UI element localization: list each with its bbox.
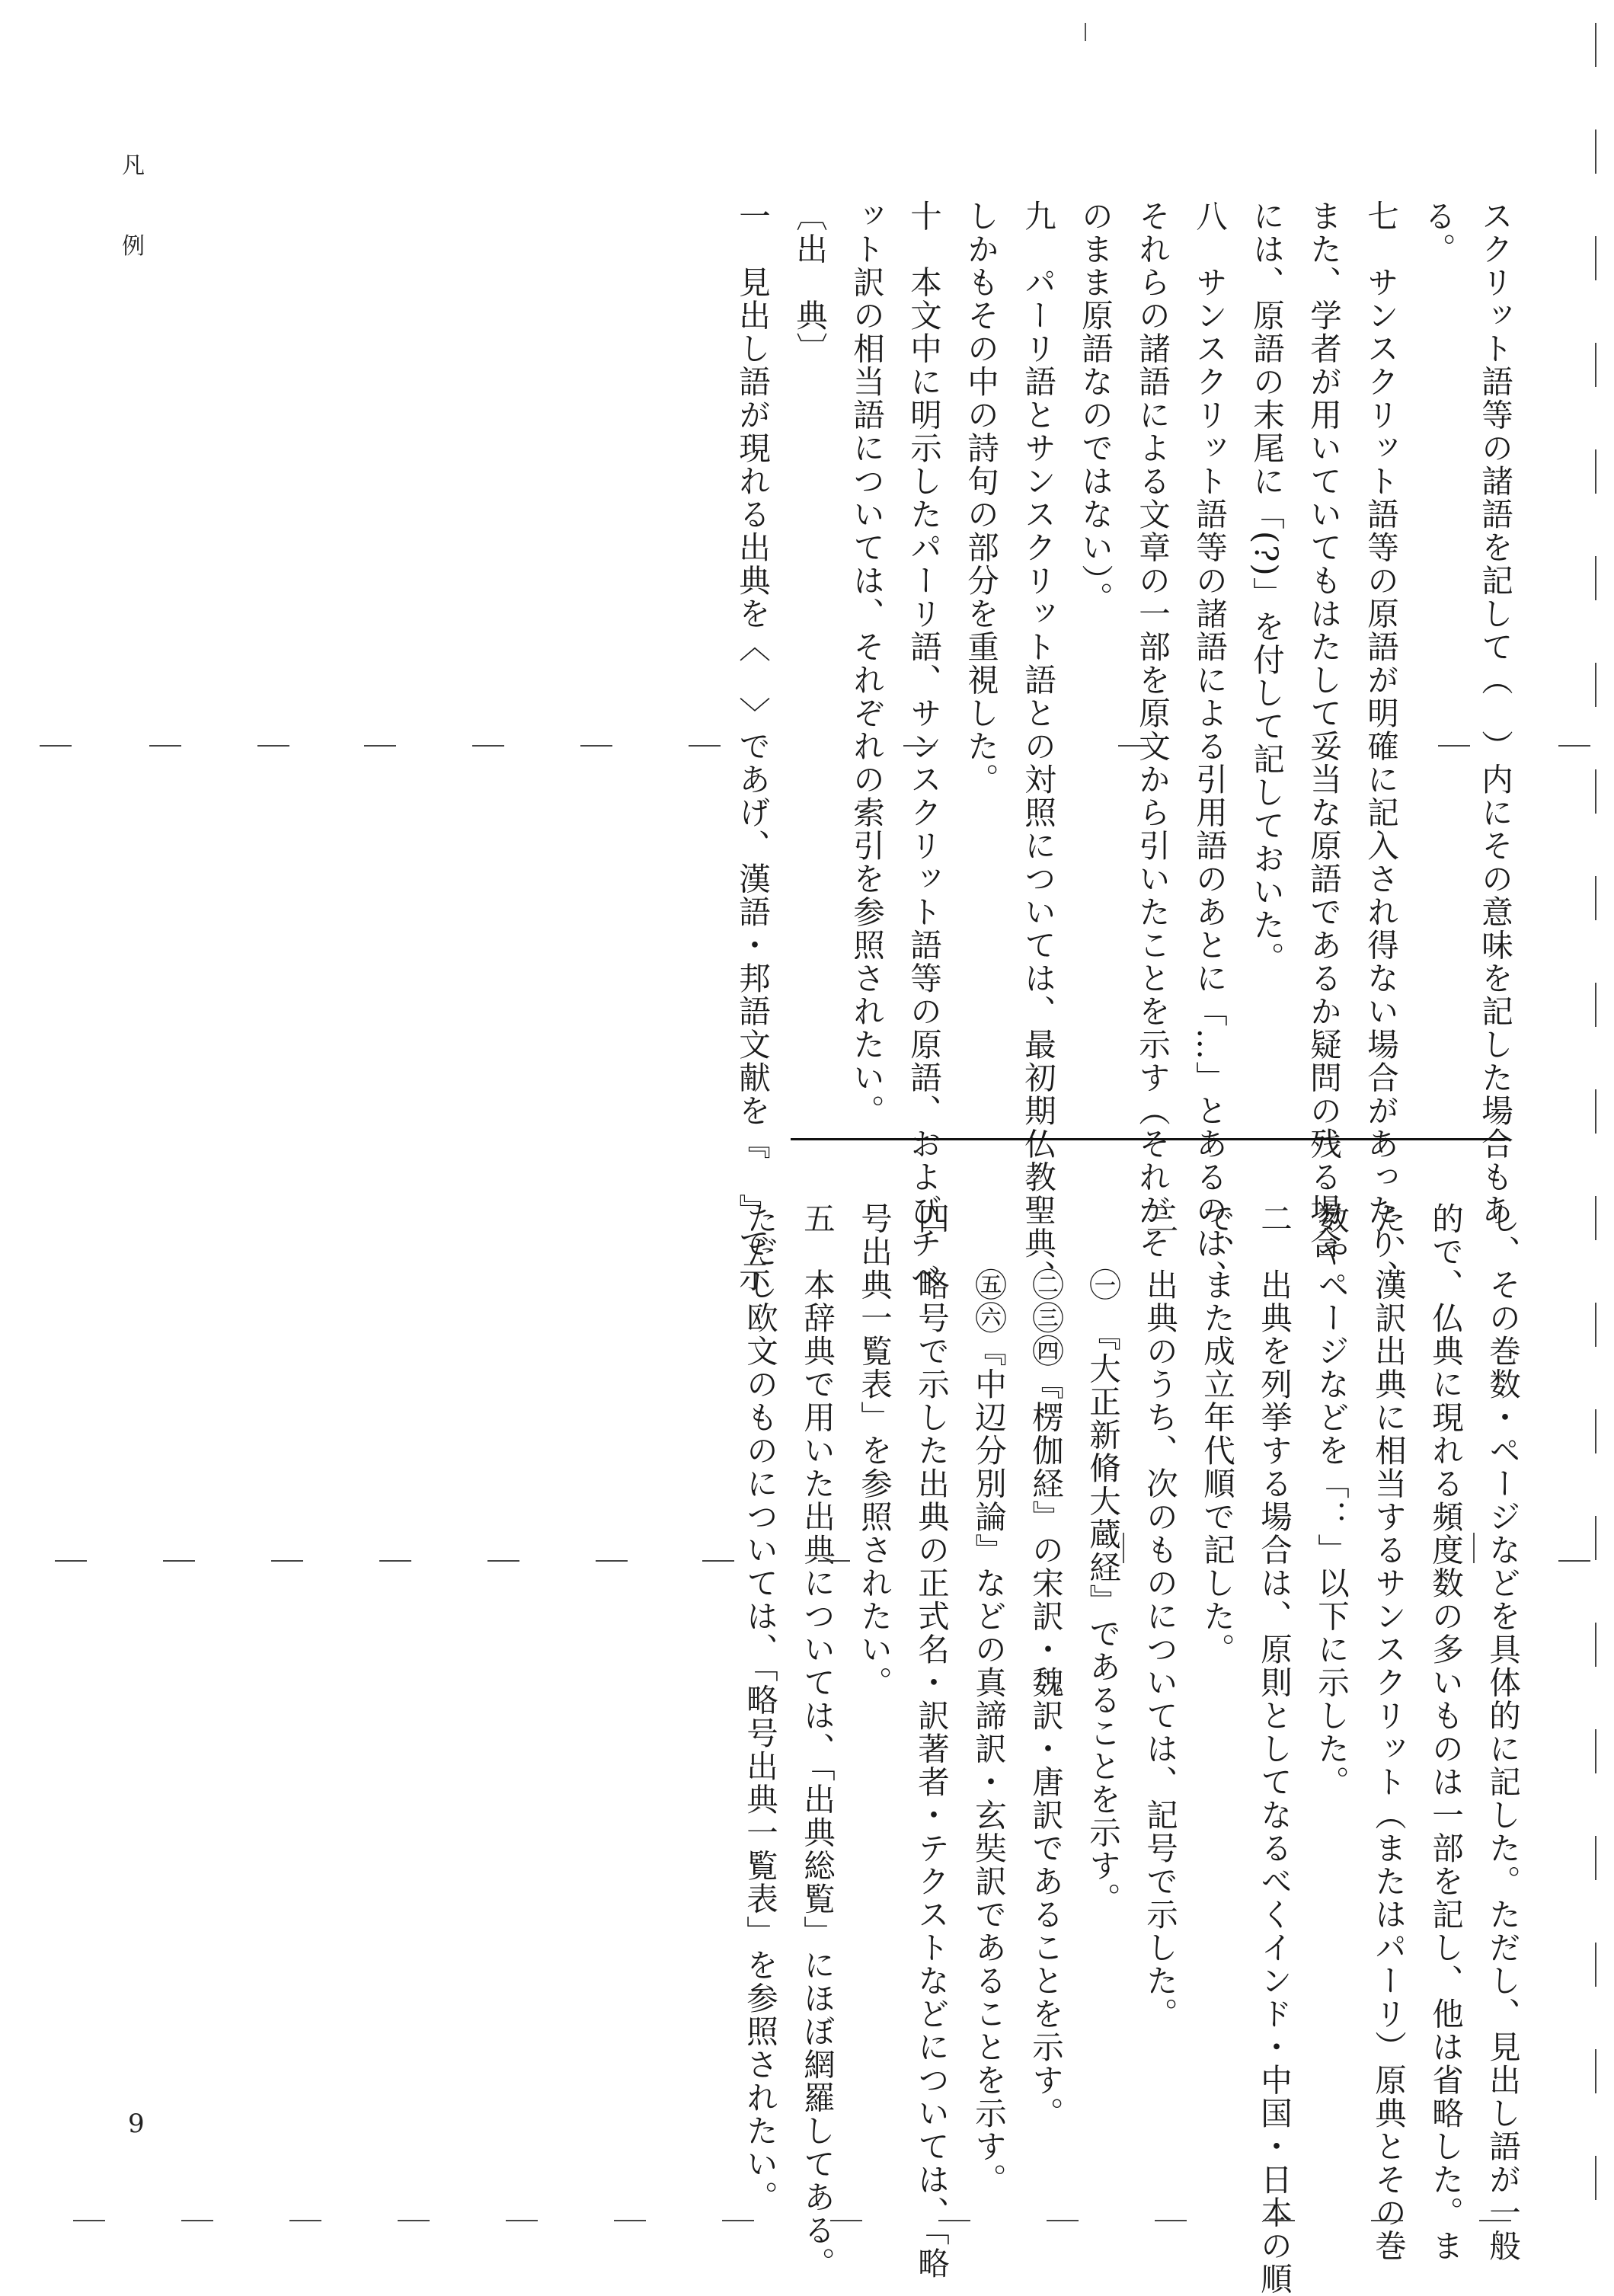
guide-dash: [1438, 745, 1470, 747]
page-number: 9: [128, 2109, 145, 2139]
guide-dash: [487, 1560, 519, 1562]
text-line: ㊄㊅『中辺分別論』などの真諦訳・玄奘訳であることを示す。: [970, 1202, 1007, 2196]
guide-dash: [702, 1560, 734, 1562]
header-top-char: 凡: [122, 152, 145, 179]
guide-dash: [149, 745, 181, 747]
guide-dash: [398, 2220, 430, 2221]
guide-dash: [55, 1560, 87, 1562]
edge-dash: [1595, 449, 1596, 494]
guide-dash: [1558, 1560, 1590, 1562]
text-line: しかもその中の詩句の部分を重視した。: [962, 200, 999, 796]
guide-dash: [181, 2220, 213, 2221]
guide-dash: [40, 745, 72, 747]
edge-dash: [1595, 1729, 1596, 1773]
edge-dash: [1595, 236, 1596, 280]
text-line: ット訳の相当語については、それぞれの索引を参照されたい。: [848, 200, 885, 1127]
text-line: また、学者が用いていてもはたして妥当な原語であるか疑問の残る場合: [1305, 200, 1342, 1260]
text-line: 号出典一覧表」を参照されたい。: [855, 1202, 893, 1700]
guide-dash: [938, 2220, 970, 2221]
text-line: 七 サンスクリット語等の原語が明確に記入され得ない場合があったり、: [1362, 200, 1399, 1293]
edge-dash: [1595, 2049, 1596, 2093]
text-line: 十 本文中に明示したパーリ語、サンスクリット語等の原語、およびチベ: [905, 200, 942, 1293]
guide-dash: [903, 745, 935, 747]
edge-dash: [1595, 983, 1596, 1027]
text-line: 数やページなどを「：」以下に示した。: [1312, 1202, 1350, 1799]
text-line: には、原語の末尾に「(?)」を付して記しておいた。: [1248, 200, 1285, 975]
edge-dash: [1595, 1196, 1596, 1240]
text-line: ただし欧文のものについては、「略号出典一覧表」を参照されたい。: [741, 1202, 778, 2214]
guide-dash: [722, 2220, 754, 2221]
text-line: る。: [1419, 200, 1456, 266]
text-line: 的で、仏典に現れる頻度数の多いものは一部を記し、他は省略した。ま: [1427, 1202, 1464, 2262]
text-line: ㊁㊂㊃『楞伽経』の宋訳・魏訳・唐訳であることを示す。: [1027, 1202, 1064, 2130]
edge-dash: [1595, 1089, 1596, 1134]
text-line: スクリット語等の諸語を記して（ ）内にその意味を記した場合もあ: [1476, 200, 1513, 1227]
guide-dash: [1155, 2220, 1187, 2221]
edge-dash: [1595, 1516, 1596, 1560]
text-line: 二 出典を列挙する場合は、原則としてなるべくインド・中国・日本の順: [1255, 1202, 1293, 2296]
edge-dash: [1595, 1623, 1596, 1667]
guide-dash: [818, 1560, 850, 1562]
center-tick: [1123, 1533, 1124, 1563]
text-line: のまま原語なのではない）。: [1076, 200, 1114, 615]
text-line: 九 パーリ語とサンスクリット語との対照については、最初期仏教聖典、: [1019, 200, 1056, 1293]
guide-dash: [1047, 2220, 1079, 2221]
guide-dash: [289, 2220, 321, 2221]
text-line: し、その巻数・ページなどを具体的に記した。ただし、見出し語が一般: [1484, 1202, 1521, 2262]
edge-dash: [1595, 1303, 1596, 1347]
guide-dash: [1558, 745, 1590, 747]
edge-dash: [1595, 1943, 1596, 1987]
edge-dash: [1595, 130, 1596, 174]
text-line: た、漢訳出典に相当するサンスクリット（またはパーリ）原典とその巻: [1370, 1202, 1407, 2262]
guide-dash: [1371, 2220, 1403, 2221]
guide-dash: [830, 2220, 862, 2221]
edge-dash: [1595, 1836, 1596, 1880]
guide-dash: [472, 745, 504, 747]
guide-dash: [614, 2220, 646, 2221]
edge-dash: [1595, 343, 1596, 387]
center-tick: [1473, 1533, 1475, 1563]
guide-dash: [271, 1560, 303, 1562]
text-line: 五 本辞典で用いた出典については、「出典総覧」にほぼ網羅してある。: [798, 1202, 836, 2280]
edge-dash: [1595, 663, 1596, 707]
guide-dash: [1118, 745, 1150, 747]
edge-dash: [1595, 876, 1596, 920]
text-line: 八 サンスクリット語等の諸語による引用語のあとに「…」とあるのは、: [1191, 200, 1228, 1293]
text-line: ㊀ 『大正新脩大蔵経』であることを示す。: [1084, 1202, 1121, 1916]
guide-dash: [580, 745, 612, 747]
upper-text-block: [733, 200, 1523, 1293]
center-tick: [1085, 23, 1086, 41]
guide-dash: [73, 2220, 105, 2221]
guide-dash: [596, 1560, 628, 1562]
text-line: それらの諸語による文章の一部を原文から引いたことを示す（それがそ: [1133, 200, 1171, 1260]
guide-dash: [1263, 2220, 1295, 2221]
text-line: 一 見出し語が現れる出典を〈 〉であげ、漢語・邦語文献を『 』で示: [733, 200, 771, 1293]
edge-dash: [1595, 769, 1596, 814]
edge-dash: [1595, 1409, 1596, 1453]
text-line: 三 出典のうち、次のものについては、記号で示した。: [1141, 1202, 1178, 2031]
lower-text-block: [741, 1202, 1531, 2296]
guide-dash: [506, 2220, 538, 2221]
guide-dash: [364, 745, 396, 747]
edge-dash: [1595, 2156, 1596, 2200]
header-bottom-char: 例: [122, 233, 145, 260]
guide-dash: [1479, 2220, 1511, 2221]
guide-dash: [379, 1560, 411, 1562]
section-heading: 〔出 典〕: [791, 200, 828, 366]
edge-dash: [1595, 556, 1596, 600]
text-line: 四 略号で示した出典の正式名・訳著者・テクストなどについては、「略: [912, 1202, 950, 2280]
guide-dash: [689, 745, 721, 747]
guide-dash: [257, 745, 289, 747]
edge-dash: [1595, 23, 1596, 67]
guide-dash: [163, 1560, 195, 1562]
text-line: で、また成立年代順で記した。: [1198, 1202, 1235, 1666]
section-divider: [791, 1138, 1508, 1140]
